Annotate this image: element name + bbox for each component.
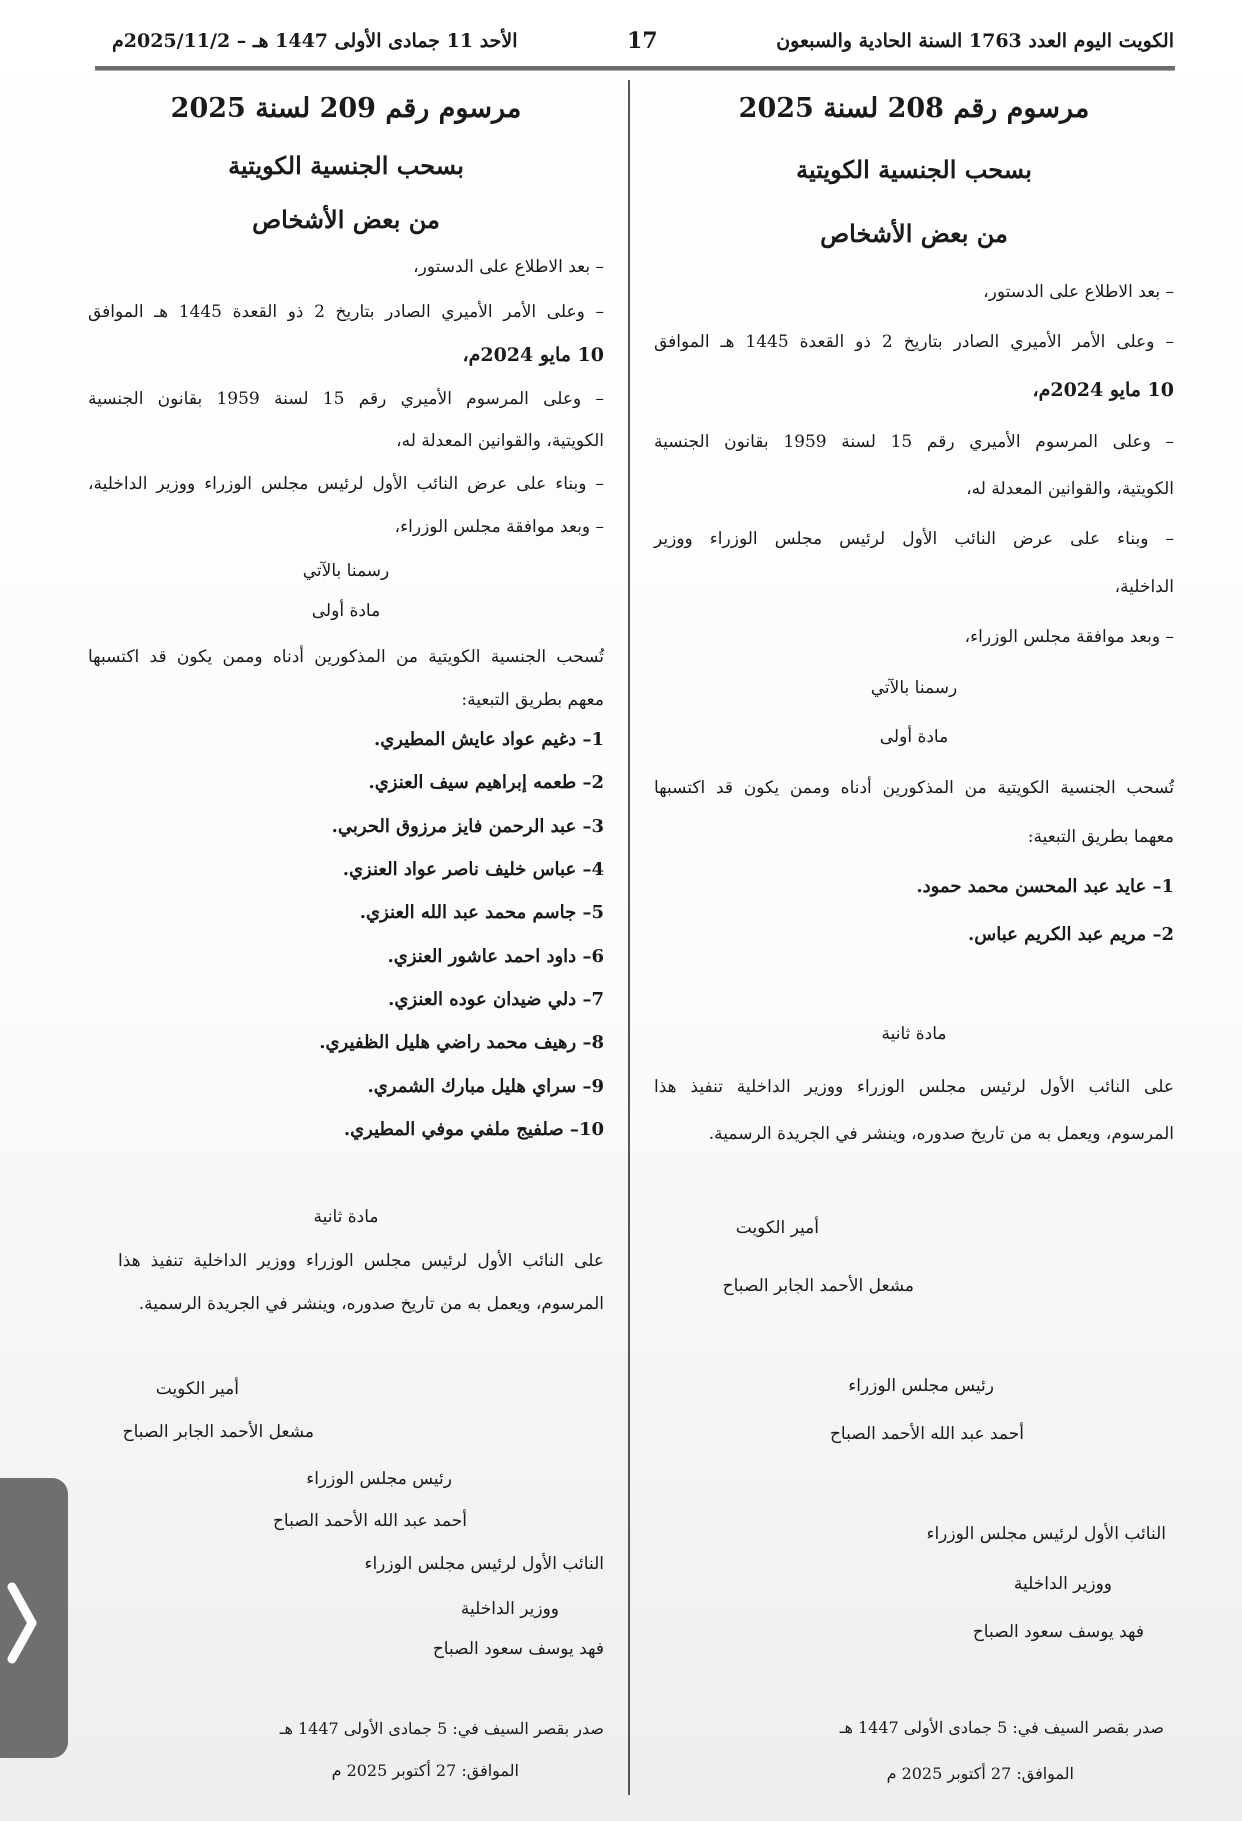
issued-hijri-date: صدر بقصر السيف في: 5 جمادى الأولى 1447 هـ — [839, 1718, 1164, 1737]
issued-gregorian-date: الموافق: 27 أكتوبر 2025 م — [331, 1761, 519, 1780]
person-list-item: 1– عايد عبد المحسن محمد حمود. — [916, 876, 1174, 897]
article-2-heading: مادة ثانية — [313, 1207, 379, 1227]
preamble-line: – وبناء على عرض النائب الأول لرئيس مجلس الوزراء ووزير الداخلية، — [88, 474, 604, 494]
issued-hijri-date: صدر بقصر السيف في: 5 جمادى الأولى 1447 هـ — [279, 1719, 604, 1738]
article-1-text: تُسحب الجنسية الكويتية من المذكورين أدناه وممن يكون قد اكتسبها — [654, 778, 1174, 798]
preamble-line: الكويتية، والقوانين المعدلة له، — [966, 479, 1174, 499]
person-list-item: 1– دغيم عواد عايش المطيري. — [373, 729, 604, 750]
person-list-item: 9– سراي هليل مبارك الشمري. — [367, 1076, 604, 1097]
person-list-item: 8– رهيف محمد راضي هليل الظفيري. — [319, 1032, 604, 1053]
decree-209 — [88, 0, 604, 1821]
person-list-item: 3– عبد الرحمن فايز مرزوق الحربي. — [331, 816, 604, 837]
decree-subtitle: بسحب الجنسية الكويتية — [796, 155, 1032, 184]
pm-title: رئيس مجلس الوزراء — [848, 1376, 994, 1396]
preamble-line: – وعلى الأمر الأميري الصادر بتاريخ 2 ذو القعدة 1445 هـ الموافق — [88, 302, 604, 322]
preamble-line: الداخلية، — [1114, 577, 1174, 597]
person-list-item: 2– مريم عبد الكريم عباس. — [967, 924, 1174, 945]
decree-title: مرسوم رقم 209 لسنة 2025 — [170, 93, 522, 124]
decreed-statement: رسمنا بالآتي — [302, 561, 390, 581]
pm-name: أحمد عبد الله الأحمد الصباح — [272, 1511, 467, 1531]
preamble-line: 10 مايو 2024م، — [462, 344, 604, 366]
pm-name: أحمد عبد الله الأحمد الصباح — [829, 1424, 1024, 1444]
issued-gregorian-date: الموافق: 27 أكتوبر 2025 م — [886, 1764, 1074, 1783]
preamble-line: الكويتية، والقوانين المعدلة له، — [396, 431, 604, 451]
deputy-pm-title: النائب الأول لرئيس مجلس الوزراء — [926, 1524, 1166, 1544]
preamble-line: – بعد الاطلاع على الدستور، — [983, 282, 1174, 302]
article-1-text: معهم بطريق التبعية: — [461, 690, 604, 710]
article-2-text: على النائب الأول لرئيس مجلس الوزراء ووزير الداخلية تنفيذ هذا — [654, 1077, 1174, 1097]
header-issue-info: الكويت اليوم العدد 1763 السنة الحادية والسبعون — [776, 30, 1174, 52]
preamble-line: – وعلى المرسوم الأميري رقم 15 لسنة 1959 بقانون الجنسية — [88, 389, 604, 409]
article-1-text: معهما بطريق التبعية: — [1027, 827, 1174, 847]
interior-minister-title: ووزير الداخلية — [1013, 1574, 1112, 1594]
decree-subtitle-2: من بعض الأشخاص — [252, 205, 440, 234]
decree-subtitle: بسحب الجنسية الكويتية — [228, 151, 464, 180]
emir-title: أمير الكويت — [155, 1379, 239, 1399]
article-1-heading: مادة أولى — [879, 727, 949, 747]
article-2-text: المرسوم، ويعمل به من تاريخ صدوره، وينشر في الجريدة الرسمية. — [138, 1294, 604, 1314]
preamble-line: – وعلى المرسوم الأميري رقم 15 لسنة 1959 بقانون الجنسية — [654, 432, 1174, 452]
emir-name: مشعل الأحمد الجابر الصباح — [722, 1276, 914, 1296]
decreed-statement: رسمنا بالآتي — [870, 678, 958, 698]
person-list-item: 10– صلفيج ملفي موفي المطيري. — [343, 1119, 604, 1140]
deputy-pm-name: فهد يوسف سعود الصباح — [972, 1622, 1144, 1642]
article-1-text: تُسحب الجنسية الكويتية من المذكورين أدناه وممن يكون قد اكتسبها — [88, 647, 604, 667]
header-page-number: 17 — [627, 28, 658, 54]
article-1-heading: مادة أولى — [311, 601, 381, 621]
decree-subtitle-2: من بعض الأشخاص — [820, 219, 1008, 248]
person-list-item: 7– دلي ضيدان عوده العنزي. — [388, 989, 604, 1010]
decree-208 — [654, 0, 1174, 1821]
interior-minister-title: ووزير الداخلية — [460, 1599, 559, 1619]
next-page-button[interactable] — [0, 1478, 68, 1758]
header-date: الأحد 11 جمادى الأولى 1447 هـ – 2025/11/2م — [112, 30, 518, 52]
deputy-pm-title: النائب الأول لرئيس مجلس الوزراء — [364, 1554, 604, 1574]
column-divider — [628, 80, 630, 1795]
preamble-line: – وبناء على عرض النائب الأول لرئيس مجلس الوزراء ووزير — [654, 529, 1174, 549]
emir-title: أمير الكويت — [735, 1218, 819, 1238]
deputy-pm-name: فهد يوسف سعود الصباح — [432, 1639, 604, 1659]
person-list-item: 6– داود احمد عاشور العنزي. — [387, 946, 604, 967]
article-2-text: على النائب الأول لرئيس مجلس الوزراء ووزير الداخلية تنفيذ هذا — [118, 1251, 604, 1271]
preamble-line: – وبعد موافقة مجلس الوزراء، — [394, 517, 604, 537]
chevron-right-icon — [4, 1581, 40, 1665]
person-list-item: 2– طعمه إبراهيم سيف العنزي. — [368, 772, 604, 793]
preamble-line: 10 مايو 2024م، — [1032, 379, 1174, 401]
preamble-line: – وعلى الأمر الأميري الصادر بتاريخ 2 ذو القعدة 1445 هـ الموافق — [654, 332, 1174, 352]
article-2-text: المرسوم، ويعمل به من تاريخ صدوره، وينشر في الجريدة الرسمية. — [708, 1124, 1174, 1144]
preamble-line: – بعد الاطلاع على الدستور، — [413, 257, 604, 277]
preamble-line: – وبعد موافقة مجلس الوزراء، — [964, 627, 1174, 647]
person-list-item: 5– جاسم محمد عبد الله العنزي. — [359, 902, 604, 923]
emir-name: مشعل الأحمد الجابر الصباح — [122, 1422, 314, 1442]
decree-title: مرسوم رقم 208 لسنة 2025 — [738, 93, 1090, 124]
person-list-item: 4– عباس خليف ناصر عواد العنزي. — [342, 859, 604, 880]
article-2-heading: مادة ثانية — [881, 1024, 947, 1044]
pm-title: رئيس مجلس الوزراء — [306, 1469, 452, 1489]
